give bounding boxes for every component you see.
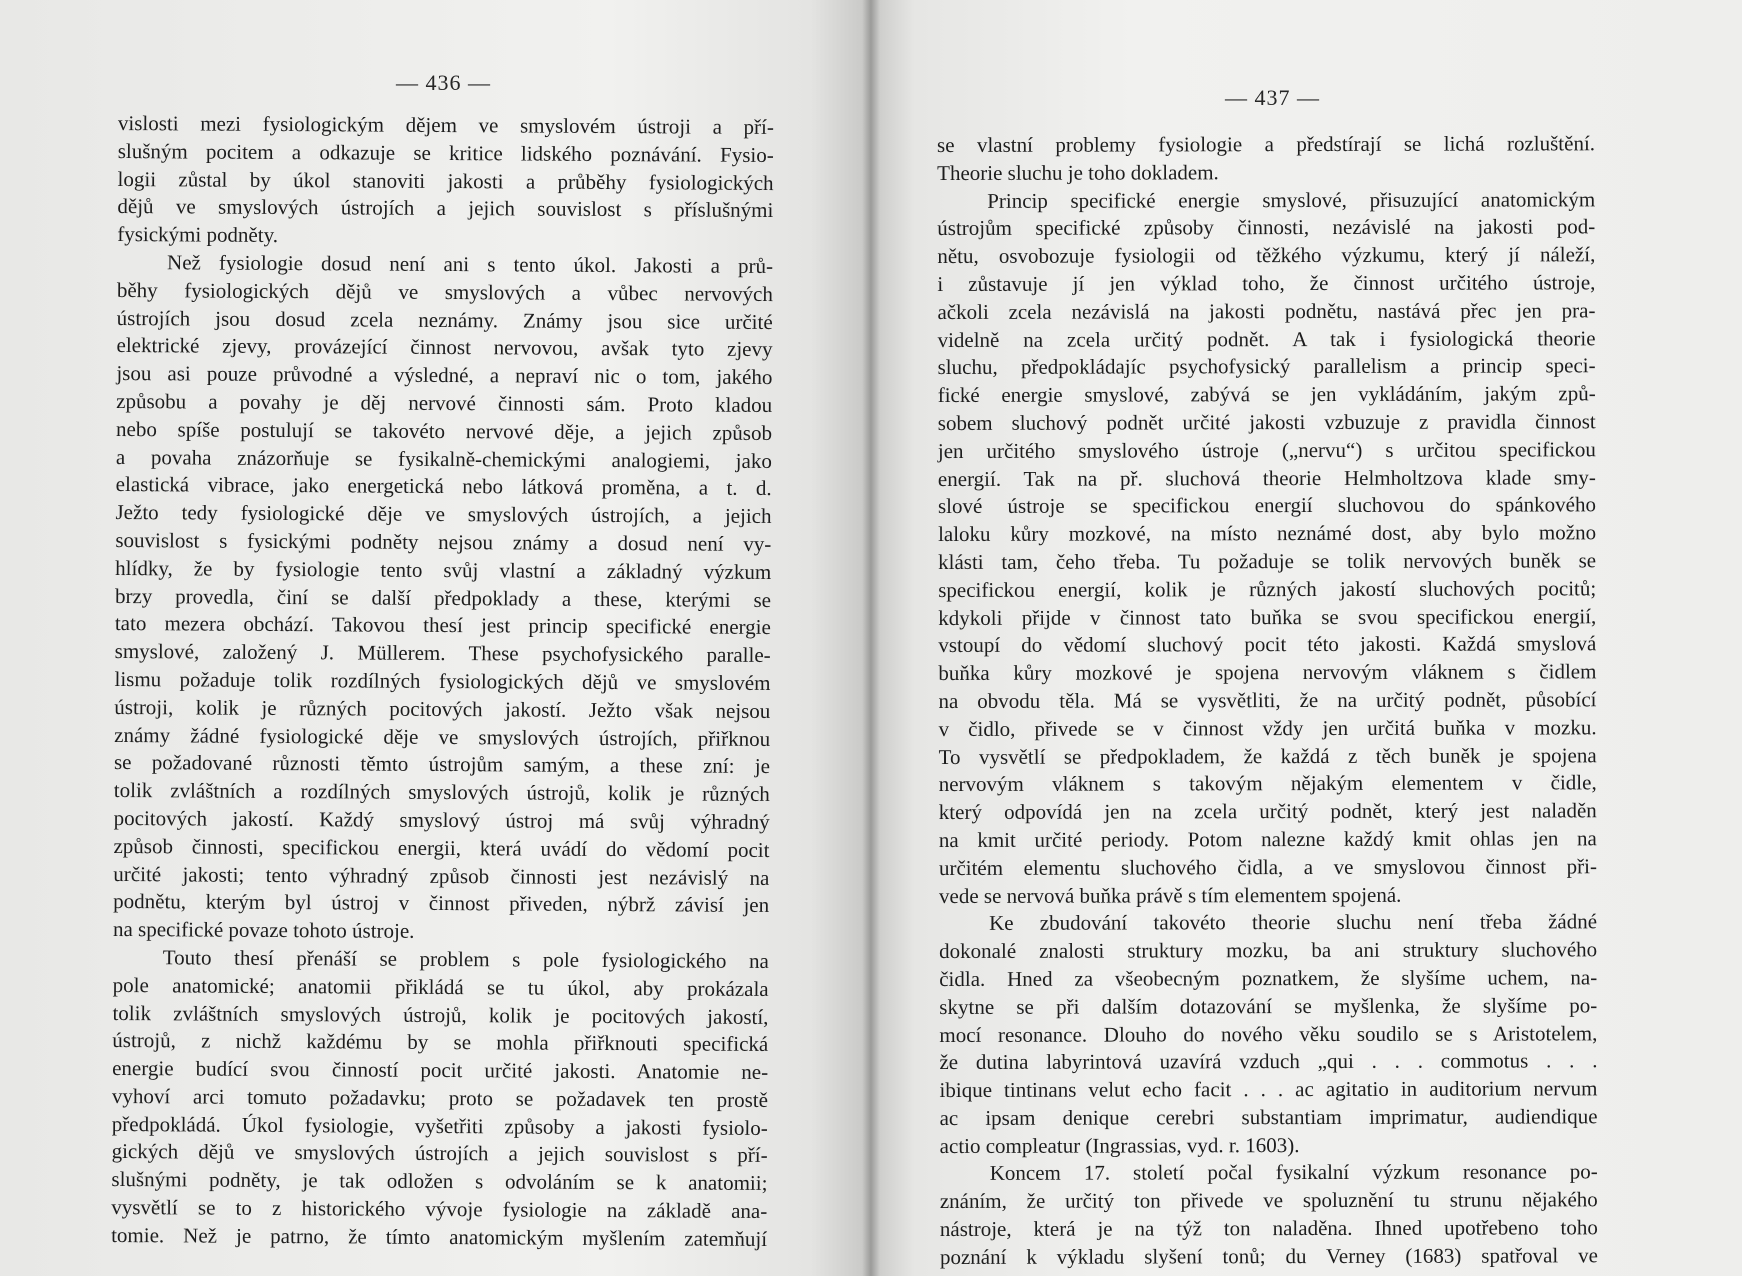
text-line: nástroje, která je na týž ton naladěna. Ihned upotřebeno toho (939, 1215, 1598, 1242)
text-line: nervovým vláknem s takovým nějakým elementem v čidle, (938, 770, 1597, 797)
text-line: na specifické povaze tohoto ústroje. (112, 917, 415, 943)
text-line: ústrojích jsou dosud zcela neznámy. Známy jsou sice určité (116, 305, 773, 334)
text-line: skytne se při dalším dotazování se myšlenka, že slyšíme po- (939, 992, 1598, 1019)
text-line: laloku kůry mozkové, na místo neznámé dost, aby bylo možno (938, 520, 1597, 547)
book-gutter (862, 0, 880, 1276)
text-line: tolik zvláštních smyslových ústrojů, kolik je pocitových jakostí, (112, 1000, 769, 1029)
page-number: — 436 — (396, 70, 491, 95)
page-text (937, 130, 1598, 1271)
text-line: v čidlo, přivede se v činnost vždy jen určitá buňka v mozku. (938, 715, 1597, 741)
text-line: lismu požaduje tolik rozdílných fysiologických dějů ve smyslovém (114, 666, 771, 695)
text-line: vysvětlí se to z historického vývoje fysiologie na základě ana- (111, 1195, 768, 1224)
text-line: znáním, že určitý ton přivede ve spoluznění tu strunu nějakého (939, 1187, 1598, 1214)
text-line: klásti tam, čeho třeba. Tu požaduje se tolik nervových buněk se (938, 548, 1597, 574)
text-line: ačkoli zcela nezávislá na jakosti podnětu, nastává přec jen pra- (937, 298, 1596, 324)
text-line: i zůstavuje jí jen výklad toho, že činnost určitého ústroje, (937, 270, 1596, 296)
text-line: hlídky, že by fysiologie tento svůj vlastní a základný výzkum (115, 555, 772, 584)
text-line: vyhoví arci tomuto požadavku; proto se požadavek ten prostě (111, 1083, 769, 1112)
text-line: nětu, osvobozuje fysiologii od těžkého výzkumu, který jí náleží, (937, 242, 1596, 269)
text-line: actio compleatur (Ingrassias, vyd. r. 1603). (939, 1132, 1300, 1158)
text-line: slové ústroje se specifickou energií sluchovou do spánkového (937, 492, 1597, 519)
text-line: videlně na zcela určitý podnět. A tak i fysiologická theorie (937, 325, 1596, 352)
page-number: — 437 — (1225, 85, 1320, 110)
text-line: Theorie sluchu je toho dokladem. (937, 160, 1219, 185)
text-line: dokonalé znalosti struktury mozku, ba ani struktury sluchového (939, 937, 1598, 964)
text-line: dějů ve smyslových ústrojích a jejich souvislost s příslušnými (117, 194, 774, 223)
text-line: na kmit určité periody. Potom nalezne každý kmit ohlas jen na (938, 826, 1597, 852)
text-line: energie budící svou činností pocit určité jakosti. Anatomie ne- (112, 1056, 769, 1085)
text-line: ústrojům specifické způsoby činnosti, nezávislé na jakosti pod- (937, 214, 1596, 241)
text-line: nebo spíše postulují se takovéto nervové děje, a jejich způsob (115, 416, 773, 445)
text-line: energií. Tak na př. sluchová theorie Helmholtzova klade smy- (937, 464, 1596, 491)
text-line: elektrické zjevy, provázející činnost nervovou, avšak tyto zjevy (116, 333, 773, 362)
text-line: pole anatomické; anatomii přikládá se tu úkol, aby prokázala (112, 972, 769, 1001)
text-line: souvislost s fysickými podněty nejsou známy a dosud není vy- (115, 527, 772, 556)
text-line: že dutina labyrintová uzavírá vzduch „qui . . . commotus . . . (939, 1048, 1598, 1075)
text-line: Ke zbudování takovéto theorie sluchu není třeba žádné (989, 909, 1598, 936)
text-line: vstoupí do vědomí sluchový pocit této jakosti. Každá smyslová (938, 631, 1597, 658)
text-line: specifickou energií, kolik je různých jakostí sluchových pocitů; (938, 576, 1597, 602)
text-line: slušným pocitem a odkazuje se kritice lidského poznávání. Fysio- (117, 138, 774, 167)
text-line: Než fysiologie dosud není ani s tento úkol. Jakosti a prů- (166, 250, 774, 278)
text-line: ibique tintinans velut echo facit . . . ac agitatio in auditorium nervum (939, 1076, 1598, 1103)
text-line: logii zůstal by úkol stanoviti jakosti a průběhy fysiologických (117, 166, 774, 195)
text-line: gických dějů ve smyslových ústrojích a jejich souvislost s pří- (111, 1139, 768, 1168)
text-line: vislosti mezi fysiologickým dějem ve smyslovém ústroji a pří- (117, 110, 774, 140)
text-line: způsob činnosti, specifickou energii, která uvádí do vědomí pocit (113, 833, 770, 862)
text-line: buňka kůry mozkové je spojena nervovým vláknem s čidlem (938, 659, 1597, 686)
text-line: tolik zvláštních a rozdílných smyslových ústrojů, kolik je různých (113, 778, 770, 807)
text-line: se požadované různosti těmto ústrojům samým, a these zní: je (113, 750, 771, 779)
text-line: ústrojů, z nichž každému by se mohla přiřknouti specifická (112, 1028, 769, 1057)
text-line: jen určitého smyslového ústroje („nervu“) s určitou specifickou (937, 437, 1596, 463)
text-line: smyslové, založený J. Müllerem. These psychofysického paralle- (114, 639, 771, 668)
text-line: sobem sluchový podnět určité jakosti vzbuzuje z pravidla činnost (937, 409, 1596, 435)
text-line: brzy provedla, činí se další předpoklady a these, kterými se (114, 583, 772, 612)
text-line: pocitových jakostí. Každý smyslový ústroj má svůj výhradný (113, 805, 770, 834)
text-line: slušnými podněty, je tak odložen s odvoláním se k anatomii; (111, 1167, 768, 1196)
text-line: Touto thesí přenáší se problem s pole fysiologického na (162, 945, 769, 973)
text-line: To vysvětlí se předpokladem, že každá z těch buněk je spojena (938, 742, 1597, 769)
page-text (111, 110, 774, 1254)
text-line: fické energie smyslové, zabývá se jen vykládáním, jakým způ- (937, 381, 1596, 408)
text-line: určitém elementu sluchového čidla, a ve smyslovou činnost při- (938, 853, 1597, 880)
text-line: kdykoli přijde v činnost tato buňka se svou specifickou energií, (938, 603, 1597, 630)
right-page (871, 0, 1742, 1276)
text-line: fysickými podněty. (117, 222, 279, 248)
text-line: běhy fysiologických dějů ve smyslových a vůbec nervových (116, 277, 773, 306)
text-line: jsou asi pouze průvodné a výsledné, a nepraví nic o tom, jakého (116, 361, 773, 390)
text-line: určité jakosti; tento výhradný způsob činnosti jest nezávislý na (113, 861, 770, 890)
text-line: sluchu, předpokládajíc psychofysický parallelism a princip speci- (937, 353, 1596, 380)
text-line: Koncem 17. století počal fysikalní výzkum resonance po- (989, 1159, 1598, 1186)
text-line: poznání k výkladu slyšení tonů; du Verney (1683) spatřoval ve (939, 1243, 1598, 1269)
text-line: se vlastní problemy fysiologie a předstírají se lichá rozluštění. (937, 131, 1596, 157)
text-line: tato mezera obchází. Takovou thesí jest princip specifické energie (114, 611, 771, 640)
text-line: způsobu a povahy je děj nervové činnosti sám. Proto kladou (116, 388, 773, 417)
text-line: známy žádné fysiologické děje ve smyslových ústrojích, přiřknou (114, 722, 771, 751)
text-line: ac ipsam denique cerebri substantiam imprimatur, audiendique (939, 1104, 1598, 1130)
text-line: tomie. Než je patrno, že tímto anatomickým myšlením zatemňují (111, 1222, 768, 1251)
text-line: a povaha znázorňuje se fysikalně-chemickými analogiemi, jako (115, 444, 772, 473)
text-line: elastická vibrace, jako energetická nebo látková proměna, a t. d. (115, 472, 772, 501)
text-line: Ježto tedy fysiologické děje ve smyslových ústrojích, a jejich (115, 500, 772, 529)
text-line: vede se nervová buňka právě s tím elementem spojená. (938, 882, 1402, 908)
text-line: Princip specifické energie smyslové, přisuzující anatomickým (987, 186, 1596, 213)
text-line: který odpovídá jen na zcela určitý podnět, který jest naladěn (938, 798, 1597, 825)
text-line: předpokládá. Úkol fysiologie, vyšetřiti způsoby a jakosti fysiolo- (111, 1111, 768, 1140)
text-line: na obvodu těla. Má se vysvětliti, že na určitý podnět, působící (938, 687, 1597, 713)
text-line: podnětu, kterým byl ústroj v činnost přiveden, nýbrž závisí jen (113, 889, 770, 918)
text-line: mocí resonance. Dlouho do nového věku soudilo se s Aristotelem, (939, 1020, 1598, 1047)
text-line: čidla. Hned za všeobecným poznatkem, že slyšíme uchem, na- (939, 965, 1598, 991)
text-line: ústroji, kolik je různých pocitových jakostí. Ježto však nejsou (114, 694, 771, 723)
